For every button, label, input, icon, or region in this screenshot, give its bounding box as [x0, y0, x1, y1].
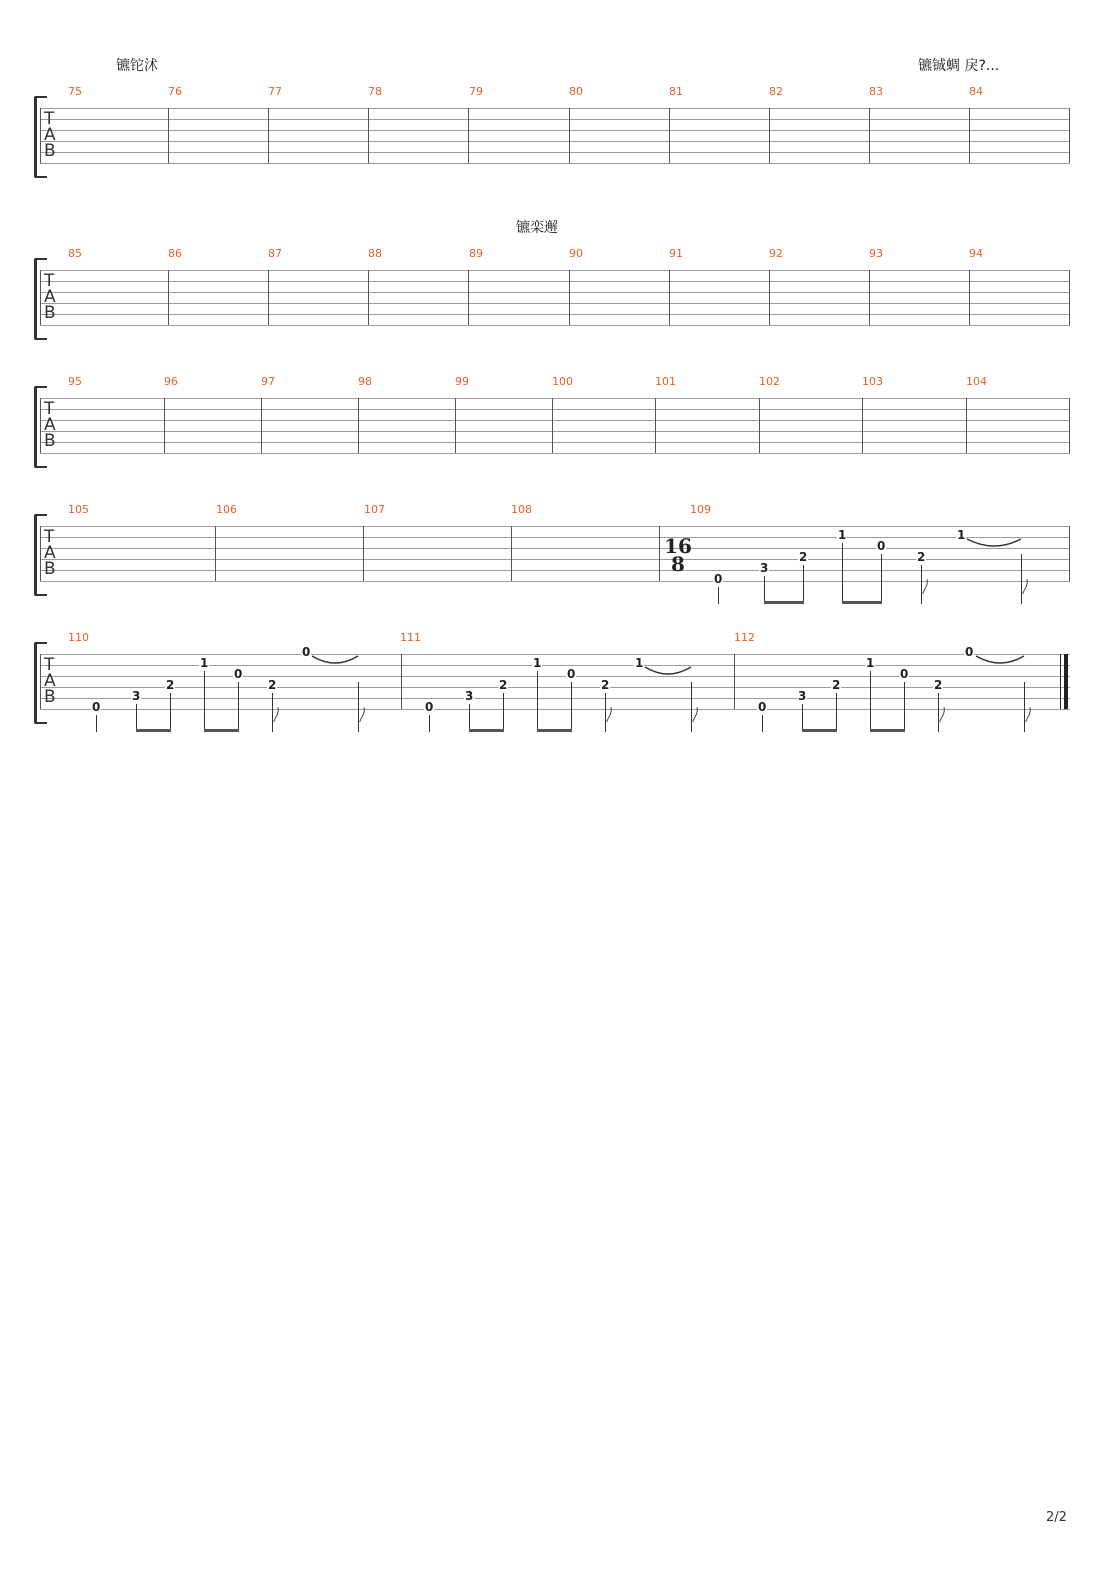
- note-stem: [881, 554, 882, 604]
- barline: [40, 654, 41, 709]
- note-beam: [204, 729, 239, 732]
- barline: [1069, 270, 1070, 325]
- barline: [659, 526, 660, 581]
- bar-number: 89: [469, 247, 483, 260]
- staff-line: [40, 163, 1070, 164]
- fret-number: 3: [465, 689, 474, 703]
- bar-number: 109: [690, 503, 711, 516]
- staff-line: [40, 570, 1070, 571]
- barline: [261, 398, 262, 453]
- staff-line: [40, 325, 1070, 326]
- section-label-3: 镳栾邂: [516, 220, 558, 236]
- fret-number: 0: [877, 539, 886, 553]
- note-stem: [836, 693, 837, 732]
- tie-curve: [311, 654, 359, 666]
- staff-line: [40, 687, 1070, 688]
- note-beam: [136, 729, 171, 732]
- staff-line: [40, 420, 1070, 421]
- staff-line: [40, 431, 1070, 432]
- note-stem: [571, 682, 572, 732]
- staff-line: [40, 292, 1070, 293]
- note-stem: [802, 704, 803, 732]
- barline: [552, 398, 553, 453]
- note-flag: [1024, 706, 1033, 722]
- time-signature-top: 16: [664, 534, 692, 558]
- note-stem: [842, 543, 843, 604]
- note-flag: [358, 706, 367, 722]
- bar-number: 106: [216, 503, 237, 516]
- note-stem: [764, 576, 765, 604]
- note-stem: [718, 587, 719, 604]
- staff-line: [40, 108, 1070, 109]
- staff-line: [40, 130, 1070, 131]
- bar-number: 77: [268, 85, 282, 98]
- barline: [268, 270, 269, 325]
- fret-number: 0: [758, 700, 767, 714]
- staff-line: [40, 303, 1070, 304]
- note-stem: [238, 682, 239, 732]
- barline: [569, 108, 570, 163]
- final-barline-thin: [1060, 654, 1061, 709]
- fret-number: 0: [234, 667, 243, 681]
- note-stem: [469, 704, 470, 732]
- note-flag: [938, 706, 947, 722]
- bar-number: 97: [261, 375, 275, 388]
- barline: [363, 526, 364, 581]
- fret-number: 2: [832, 678, 841, 692]
- barline: [268, 108, 269, 163]
- staff-line: [40, 119, 1070, 120]
- fret-number: 1: [635, 656, 644, 670]
- bar-number: 112: [734, 631, 755, 644]
- fret-number: 2: [934, 678, 943, 692]
- fret-number: 0: [714, 572, 723, 586]
- fret-number: 3: [132, 689, 141, 703]
- bar-number: 108: [511, 503, 532, 516]
- barline: [164, 398, 165, 453]
- bar-number: 98: [358, 375, 372, 388]
- note-flag: [691, 706, 700, 722]
- note-stem: [429, 715, 430, 732]
- barline: [966, 398, 967, 453]
- note-stem: [96, 715, 97, 732]
- barline: [468, 108, 469, 163]
- fret-number: 2: [499, 678, 508, 692]
- barline: [734, 654, 735, 709]
- bar-number: 90: [569, 247, 583, 260]
- barline: [669, 108, 670, 163]
- bar-number: 107: [364, 503, 385, 516]
- note-stem: [803, 565, 804, 604]
- barline: [40, 108, 41, 163]
- staff-line: [40, 581, 1070, 582]
- note-beam: [870, 729, 905, 732]
- fret-number: 0: [302, 645, 311, 659]
- fret-number: 1: [838, 528, 847, 542]
- fret-number: 2: [166, 678, 175, 692]
- time-signature-bottom: 8: [671, 552, 685, 576]
- bar-number: 91: [669, 247, 683, 260]
- fret-number: 3: [760, 561, 769, 575]
- fret-number: 2: [601, 678, 610, 692]
- fret-number: 0: [92, 700, 101, 714]
- note-flag: [272, 706, 281, 722]
- bar-number: 101: [655, 375, 676, 388]
- staff-line: [40, 453, 1070, 454]
- staff-line: [40, 548, 1070, 549]
- staff-line: [40, 281, 1070, 282]
- barline: [655, 398, 656, 453]
- staff-line: [40, 270, 1070, 271]
- bar-number: 95: [68, 375, 82, 388]
- section-label-1: 镳铊沭: [116, 58, 158, 74]
- bar-number: 84: [969, 85, 983, 98]
- note-beam: [469, 729, 504, 732]
- barline: [40, 270, 41, 325]
- bar-number: 92: [769, 247, 783, 260]
- bar-number: 86: [168, 247, 182, 260]
- staff-line: [40, 676, 1070, 677]
- bar-number: 94: [969, 247, 983, 260]
- bar-number: 102: [759, 375, 780, 388]
- barline: [358, 398, 359, 453]
- note-stem: [170, 693, 171, 732]
- barline: [669, 270, 670, 325]
- barline: [40, 398, 41, 453]
- note-stem: [204, 671, 205, 732]
- barline: [769, 108, 770, 163]
- barline: [215, 526, 216, 581]
- bar-number: 93: [869, 247, 883, 260]
- bar-number: 100: [552, 375, 573, 388]
- barline: [511, 526, 512, 581]
- bar-number: 88: [368, 247, 382, 260]
- fret-number: 2: [268, 678, 277, 692]
- tie-curve: [644, 665, 692, 677]
- tab-clef: T A B: [44, 271, 56, 323]
- note-stem: [904, 682, 905, 732]
- bar-number: 75: [68, 85, 82, 98]
- bar-number: 76: [168, 85, 182, 98]
- page-number: 2/2: [1046, 1510, 1067, 1525]
- staff-line: [40, 537, 1070, 538]
- fret-number: 2: [799, 550, 808, 564]
- bar-number: 80: [569, 85, 583, 98]
- bar-number: 105: [68, 503, 89, 516]
- barline: [1069, 526, 1070, 581]
- barline: [869, 108, 870, 163]
- barline: [1069, 398, 1070, 453]
- note-stem: [503, 693, 504, 732]
- fret-number: 1: [533, 656, 542, 670]
- bar-number: 103: [862, 375, 883, 388]
- staff-line: [40, 709, 1070, 710]
- note-stem: [537, 671, 538, 732]
- fret-number: 0: [425, 700, 434, 714]
- note-beam: [537, 729, 572, 732]
- section-label-2: 镳铖蜩 戾?...: [918, 58, 1000, 74]
- note-beam: [802, 729, 837, 732]
- bar-number: 82: [769, 85, 783, 98]
- bar-number: 78: [368, 85, 382, 98]
- tie-curve: [975, 654, 1025, 666]
- tab-clef: T A B: [44, 527, 56, 579]
- note-flag: [1021, 578, 1030, 594]
- tie-curve: [966, 537, 1022, 549]
- fret-number: 1: [957, 528, 966, 542]
- note-stem: [136, 704, 137, 732]
- fret-number: 0: [900, 667, 909, 681]
- final-barline-thick: [1064, 654, 1068, 709]
- bar-number: 111: [400, 631, 421, 644]
- barline: [468, 270, 469, 325]
- staff-line: [40, 152, 1070, 153]
- note-stem: [762, 715, 763, 732]
- bar-number: 81: [669, 85, 683, 98]
- fret-number: 1: [866, 656, 875, 670]
- staff-line: [40, 442, 1070, 443]
- staff-line: [40, 698, 1070, 699]
- note-flag: [605, 706, 614, 722]
- barline: [455, 398, 456, 453]
- bar-number: 99: [455, 375, 469, 388]
- note-beam: [764, 601, 804, 604]
- barline: [368, 108, 369, 163]
- tab-clef: T A B: [44, 109, 56, 161]
- staff-line: [40, 654, 1070, 655]
- bar-number: 83: [869, 85, 883, 98]
- fret-number: 2: [917, 550, 926, 564]
- barline: [168, 270, 169, 325]
- barline: [969, 108, 970, 163]
- bar-number: 110: [68, 631, 89, 644]
- note-stem: [870, 671, 871, 732]
- fret-number: 1: [200, 656, 209, 670]
- bar-number: 79: [469, 85, 483, 98]
- tab-clef: T A B: [44, 399, 56, 451]
- staff-line: [40, 314, 1070, 315]
- barline: [769, 270, 770, 325]
- bar-number: 96: [164, 375, 178, 388]
- staff-line: [40, 665, 1070, 666]
- barline: [869, 270, 870, 325]
- barline: [969, 270, 970, 325]
- time-signature: [664, 534, 692, 576]
- tab-clef: T A B: [44, 655, 56, 707]
- fret-number: 0: [965, 645, 974, 659]
- barline: [40, 526, 41, 581]
- note-beam: [842, 601, 882, 604]
- bar-number: 85: [68, 247, 82, 260]
- barline: [368, 270, 369, 325]
- barline: [759, 398, 760, 453]
- barline: [569, 270, 570, 325]
- barline: [1069, 108, 1070, 163]
- fret-number: 0: [567, 667, 576, 681]
- barline: [168, 108, 169, 163]
- barline: [862, 398, 863, 453]
- barline: [401, 654, 402, 709]
- note-flag: [921, 578, 930, 594]
- bar-number: 87: [268, 247, 282, 260]
- staff-line: [40, 409, 1070, 410]
- staff-line: [40, 141, 1070, 142]
- staff-line: [40, 398, 1070, 399]
- staff-line: [40, 526, 1070, 527]
- fret-number: 3: [798, 689, 807, 703]
- bar-number: 104: [966, 375, 987, 388]
